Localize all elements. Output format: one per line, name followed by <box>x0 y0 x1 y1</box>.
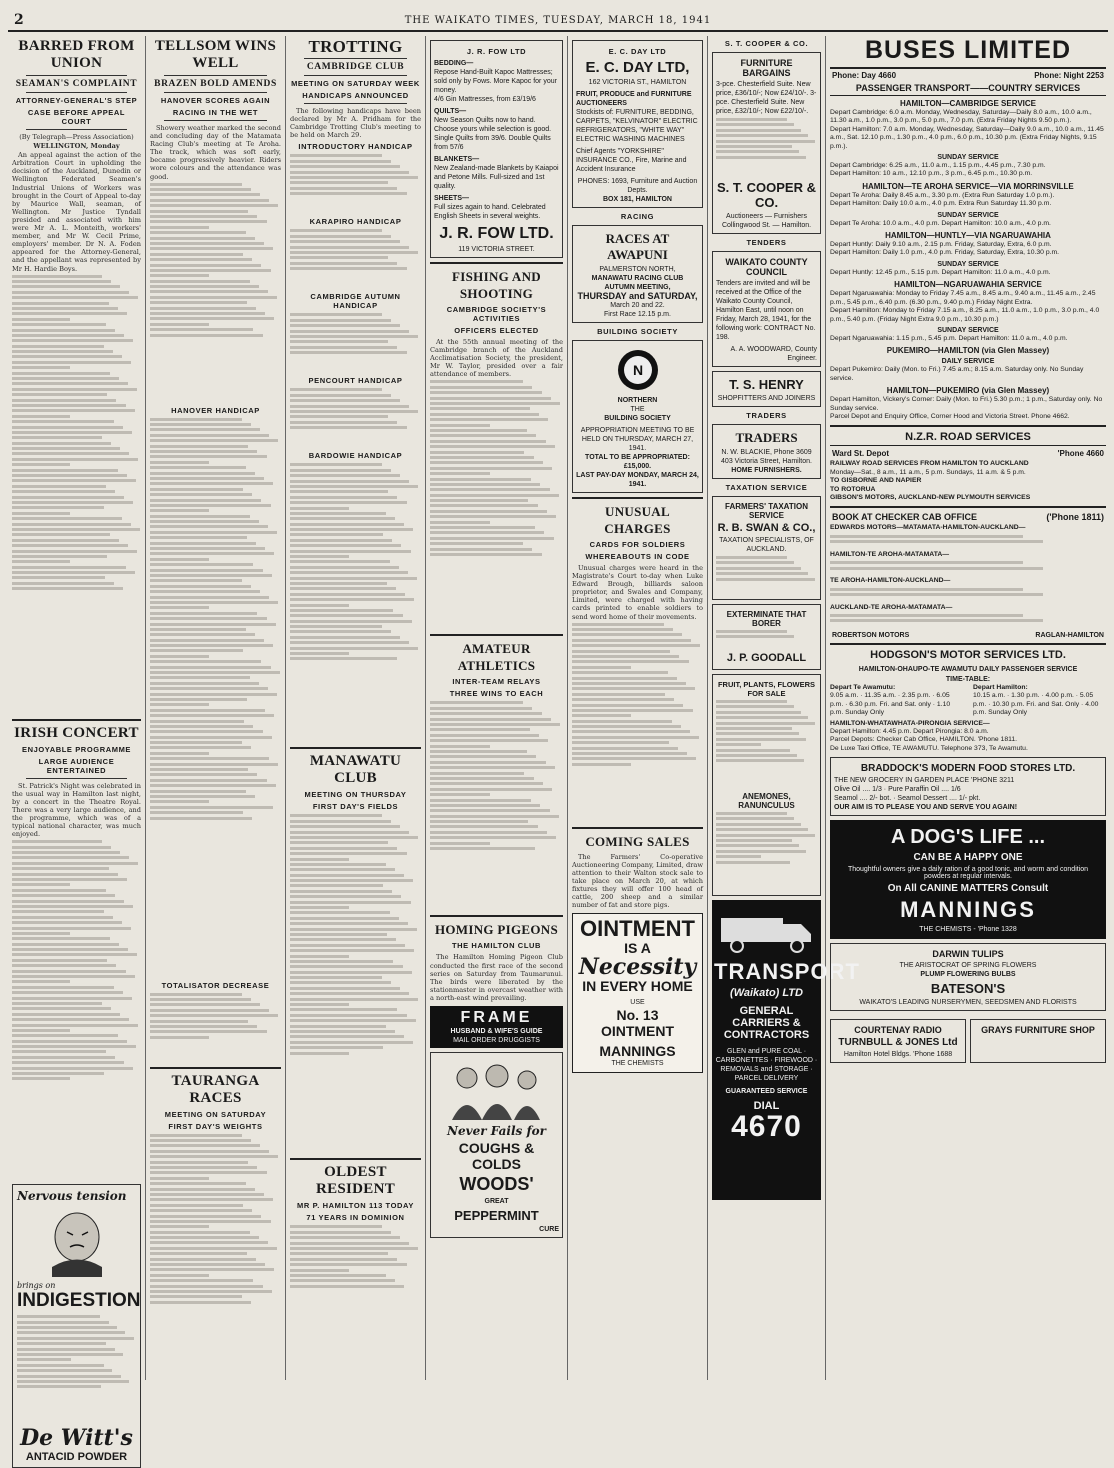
svg-text:N: N <box>632 362 643 378</box>
cooper-name: S. T. COOPER & CO. <box>717 180 816 210</box>
subhead-brazen-bold: BRAZEN BOLD AMENDS <box>154 79 277 89</box>
headline-unusual-charges: UNUSUAL CHARGES <box>604 504 671 536</box>
subhead-meeting-saturday: MEETING ON SATURDAY <box>164 1109 267 1119</box>
headline-irish-concert: IRISH CONCERT <box>14 724 139 741</box>
column-5 <box>568 36 708 1380</box>
subhead-large-audience: LARGE AUDIENCE ENTERTAINED <box>38 756 115 775</box>
truck-icon <box>717 908 817 953</box>
ad-brings-on: brings on <box>17 1281 56 1291</box>
racing-section-label: RACING <box>620 212 655 221</box>
woods-peppermint-ad: Never Fails for COUGHS & COLDS WOODS' GREAT PEPPERMINT CURE <box>430 1052 563 1238</box>
northern-logo-icon <box>616 348 660 392</box>
cooper-ad: FURNITURE BARGAINS 3-pce. Chesterfield Suite. New price, £36/10/-; Now £24/10/-. 3-pce. Chesterfield Suite. New price, £32/10/-; Now £22/10/-. S. T. COOPER & CO. Auctioneers — Furnishers Collingwood St. — Hamilton. <box>712 52 821 234</box>
fishing-body <box>430 380 563 630</box>
ad-indigestion: INDIGESTION <box>17 1290 141 1312</box>
headline-trotting: TROTTING <box>308 37 403 56</box>
page-number: 2 <box>14 12 25 28</box>
fow-header: J. R. FOW LTD <box>466 47 527 56</box>
family-illustration <box>437 1060 557 1120</box>
subhead-pencourt: PENCOURT HANDICAP <box>308 376 403 386</box>
blackie-ad: TRADERS N. W. BLACKIE, Phone 3609 403 Victoria Street, Hamilton. HOME FURNISHERS. <box>712 424 821 479</box>
awapuni-races-ad: RACES AT AWAPUNI PALMERSTON NORTH, MANAWATU RACING CLUB AUTUMN MEETING, THURSDAY and SATURDAY, March 20 and 22. First Race 12.15 p.m. <box>572 225 703 323</box>
subhead-case-before-court: CASE BEFORE APPEAL COURT <box>27 108 126 126</box>
subhead-bardowie: BARDOWIE HANDICAP <box>308 451 403 461</box>
column-3 <box>286 36 426 1380</box>
ec-day-ad: E. C. DAY LTD E. C. DAY LTD, 162 VICTORIA ST., HAMILTON FRUIT, PRODUCE and FURNITURE AUCTIONEERS Stockists of: FURNITURE, BEDDING, CARPETS, "KELVINATOR" ELECTRIC REFRIGERATORS, "WHITE WAY" ELECTRIC WASHING MACHINES Chief Agents "YORKSHIRE" INSURANCE CO., Fire, Marine and Accident Insurance PHONES: 1693, Furniture and Auction Depts. BOX 181, HAMILTON <box>572 40 703 208</box>
subhead-cards-soldiers: CARDS FOR SOLDIERS <box>589 540 686 549</box>
column-4 <box>426 36 568 1380</box>
headline-manawatu: MANAWATU CLUB <box>309 753 402 787</box>
column-2 <box>146 36 286 1380</box>
subhead-hamilton-113: MR P. HAMILTON 113 TODAY <box>297 1201 414 1211</box>
transport-ad: TRANSPORT (Waikato) LTD GENERAL CARRIERS & CONTRACTORS GLEN and PURE COAL · CARBONETTES · FIREWOOD · REMOVALS and STORAGE · PARCEL DELIVERY GUARANTEED SERVICE DIAL 4670 <box>712 900 821 1200</box>
headline-barred-from-union: BARRED FROM UNION <box>18 38 135 71</box>
subhead-cambridge-autumn: CAMBRIDGE AUTUMN HANDICAP <box>310 292 401 311</box>
plants-classifieds: FRUIT, PLANTS, FLOWERS FOR SALE ANEMONES, RANUNCULUS <box>712 674 821 896</box>
fow-sheets: SHEETS— <box>434 195 470 202</box>
manawatu-body <box>290 814 421 1154</box>
subhead-hamilton-club: THE HAMILTON CLUB <box>451 941 542 951</box>
subhead-three-wins: THREE WINS TO EACH <box>449 689 544 699</box>
subhead-totalisator: TOTALISATOR DECREASE <box>161 980 270 990</box>
racing-body <box>150 183 281 403</box>
ec-day-name: E. C. DAY LTD, <box>585 59 690 76</box>
headline-oldest-resident: OLDEST RESIDENT <box>315 1164 396 1198</box>
concert-text: St. Patrick's Night was celebrated in the usual way in Hamilton last night, by a concert in the Theatre Royal. There was a very large audience, and the programme, which was of a typical national character, was much enjoyed. <box>12 781 141 839</box>
subhead-hanover-handicap: HANOVER HANDICAP <box>171 405 260 415</box>
courtenay-radio-ad: COURTENAY RADIO TURNBULL & JONES Ltd Hamilton Hotel Bldgs. 'Phone 1688 <box>830 1019 966 1063</box>
charges-body <box>572 623 703 823</box>
column-6: S. T. COOPER & CO. FURNITURE BARGAINS 3-pce. Chesterfield Suite. New price, £36/10/-; Now £24/10/-. 3-pce. Chesterfield Suite. New price, £32/10/-; Now £22/10/-. S. T. COOPER & CO. Auctioneers — Furnishers Collingwood St. — Hamilton. TENDERS WAIKATO COUNTY COUNCIL Tenders are invited and will be received at the Office of the Waikato County Council, Hamilton East, until noon on Friday, March 28, 1941, for the following work: CONTRACT No. 198. A. A. WOODWARD, County Engineer. T. S. HENRY SHOPFITTERS AND JOINERS TRADERS TRADERS N. W. BLACKIE, Phone 3609 403 Victoria Street, Hamilton. HOME FURNISHERS. TAXATION SERVICE FARMERS' TAXATION SERVICE R. B. SWAN & CO., TAXATION SPECIALISTS, OF AUCKLAND. EXTERMINATE THAT BORER J. P. GOODALL FRUIT, PLANTS, FLOWERS FOR SALE ANEMONES, RANUNCULUS TRANSPORT (Waikato) LTD GENERAL CARRIERS & CONTRACTORS GLEN and PURE COAL · CARBONETTES · FIREWOOD · REMOVALS and STORAGE · PARCEL DELIVERY GUARANTEED SERVICE DIAL 4670 <box>708 36 826 1380</box>
article-body <box>12 275 141 715</box>
mannings-dog-ad: A DOG'S LIFE ... CAN BE A HAPPY ONE Thoughtful owners give a daily ration of a good tonic, and worm and condition powders at regular intervals. On All CANINE MATTERS Consult MANNINGS THE CHEMISTS - 'Phone 1328 <box>830 820 1106 939</box>
column-1 <box>8 36 146 1464</box>
subhead-seamans-complaint: SEAMAN'S COMPLAINT <box>15 79 138 89</box>
fow-ad: J. R. FOW LTD BEDDING— Repose Hand-Built Kapoc Mattresses; sold only by Fows. More Kapoc for your money. 4/6 Gin Mattresses, from £3/19/6 QUILTS— New Season Quilts now to hand. Choose yours while selection is good. Single Quilts from 39/6. Double Quilts from 57/6 BLANKETS— New Zealand-made Blankets by Kaiapoi and Petone Mills. Full-sized and 1st quality. SHEETS— Full sizes again to hand. Celebrated English Sheets in several weights. J. R. FOW LTD. 119 VICTORIA STREET. <box>430 40 563 258</box>
henry-ad: T. S. HENRY SHOPFITTERS AND JOINERS <box>712 371 821 407</box>
subhead-meeting-saturday-week: MEETING ON SATURDAY WEEK <box>291 79 420 88</box>
ad-nervous: Nervous tension <box>17 1189 127 1204</box>
masthead <box>8 10 1108 32</box>
borer-ad: EXTERMINATE THAT BORER J. P. GOODALL <box>712 604 821 670</box>
subhead-karapiro: KARAPIRO HANDICAP <box>309 217 402 227</box>
weights-body <box>150 1134 281 1374</box>
subhead-71-years: 71 YEARS IN DOMINION <box>306 1213 405 1223</box>
subhead-handicaps: HANDICAPS ANNOUNCED <box>302 91 409 100</box>
fow-address: 119 VICTORIA STREET. <box>458 246 535 253</box>
fow-blankets: BLANKETS— <box>434 156 480 163</box>
ointment-ad: OINTMENT IS A Necessity IN EVERY HOME USE No. 13 OINTMENT MANNINGS THE CHEMISTS <box>572 913 703 1073</box>
headline-homing-pigeons: HOMING PIGEONS <box>434 922 558 938</box>
subhead-meeting-thursday: MEETING ON THURSDAY <box>304 790 407 800</box>
totalisator-body <box>150 993 281 1063</box>
dewitts-ad <box>12 1184 141 1468</box>
charges-text: Unusual charges were heard in the Magistrate's Court to-day when Luke Edward Brough, billiards saloon proprietor, and Swales and Company, Limited, were charged with having cards printed to enable soldiers to send word home of their movements. <box>572 564 703 621</box>
subhead-inter-team: INTER-TEAM RELAYS <box>452 677 541 687</box>
pigeons-text: The Hamilton Homing Pigeon Club conducted the first race of the second series on Saturday from Taumarunui. The birds were liberated by the stationmaster in overcast weather with a north-east wind prevailing. <box>430 953 563 1002</box>
frame-ad: FRAME HUSBAND & WIFE'S GUIDE MAIL ORDER DRUGGISTS <box>430 1006 563 1048</box>
byline: (By Telegraph—Press Association) <box>19 133 134 141</box>
waikato-county-council-ad: WAIKATO COUNTY COUNCIL Tenders are invited and will be received at the Office of the Waikato County Council, Hamilton East, until noon on Friday, March 28, 1941, for the following work: CONTRACT No. 198. A. A. WOODWARD, County Engineer. <box>712 251 821 367</box>
stressed-man-illustration <box>22 1207 132 1277</box>
subhead-cambridge-club: CAMBRIDGE CLUB <box>306 62 405 72</box>
fow-quilts: QUILTS— <box>434 108 467 115</box>
headline-coming-sales: COMING SALES <box>585 833 690 849</box>
braddock-ad: BRADDOCK'S MODERN FOOD STORES LTD. THE NEW GROCERY IN GARDEN PLACE 'PHONE 3211 Olive Oil .... 1/3 · Pure Paraffin Oil .... 1/6 Seamol .... 2/- bot. · Seamol Dessert .... 1/- pkt. OUR AIM IS TO PLEASE YOU AND SERVE YOU AGAIN! <box>830 757 1106 816</box>
fow-name: J. R. FOW LTD. <box>439 225 554 242</box>
headline-amateur-athletics: AMATEUR ATHLETICS <box>457 641 536 674</box>
hodgson-title: HODGSON'S MOTOR SERVICES LTD. <box>870 649 1066 661</box>
northern-building-society-ad: N NORTHERN THE BUILDING SOCIETY APPROPRIATION MEETING TO BE HELD ON THURSDAY, MARCH 27, 1941. TOTAL TO BE APPROPRIATED: £15,000. LAST PAY-DAY MONDAY, MARCH 24, 1941. <box>572 340 703 493</box>
newspaper-title: THE WAIKATO TIMES, TUESDAY, MARCH 18, 1941 <box>404 15 712 26</box>
article-lead: An appeal against the action of the Arbitration Court in upholding the decision of the Auckland, Dunedin or Wellington Federated Seamen's Industrial Unions of Workers was brought in the Court of Appeal to-day by Maurice Wall, seaman, of Wellington. Mr Justice Tyndall presided and associated with him were Mr A. L. Monteith, workers' member, and Mr W. Cecil Prime, employers' member. Dr N. A. Foden appeared for the Attorney-General, and the appellant was represented by Mr H. Hardie Boys. <box>12 151 141 273</box>
athletics-body <box>430 701 563 911</box>
subhead-enjoyable: ENJOYABLE PROGRAMME <box>21 744 132 754</box>
concert-body <box>12 840 141 1180</box>
ad-body <box>17 1315 136 1425</box>
trotting-lead: The following handicaps have been declared by Mr A. Pridham for the Cambridge Trotting Club's meeting to be held on March 29. <box>290 107 421 140</box>
subhead-attorney-general: ATTORNEY-GENERAL'S STEP <box>15 96 138 105</box>
subhead-first-days-weights: FIRST DAY'S WEIGHTS <box>168 1121 263 1131</box>
headline-tauranga: TAURANGA RACES <box>171 1072 260 1106</box>
subhead-hanover: HANOVER SCORES AGAIN <box>160 96 271 105</box>
subhead-cambridge-society: CAMBRIDGE SOCIETY'S ACTIVITIES <box>446 305 547 323</box>
ad-dewitts-logo: De Witt's <box>20 1425 133 1452</box>
racing-lead: Showery weather marked the second and concluding day of the Matamata Racing Club's meeting at Te Aroha. The track, which was soft early, became progressively heavier. Riders wore colours and the attendance was good. <box>150 124 281 181</box>
subhead-whereabouts: WHEREABOUTS IN CODE <box>585 552 690 561</box>
dateline: WELLINGTON, Monday <box>33 142 120 151</box>
results-body <box>150 418 281 978</box>
buses-limited-title: BUSES LIMITED <box>830 36 1106 69</box>
headline-fishing: FISHING AND SHOOTING <box>452 269 541 301</box>
fow-bedding: BEDDING— <box>434 60 474 67</box>
subhead-introductory: INTRODUCTORY HANDICAP <box>298 142 413 152</box>
farmers-taxation-ad: FARMERS' TAXATION SERVICE R. B. SWAN & CO., TAXATION SPECIALISTS, OF AUCKLAND. <box>712 496 821 600</box>
fishing-lead: At the 55th annual meeting of the Cambridge branch of the Auckland Acclimatisation Society, the president, Mr W. Taylor, presided over a fair attendance of members. <box>430 338 563 379</box>
sales-text: The Farmers' Co-operative Auctioneering Company, Limited, draw attention to their Walton stock sale to take place on March 20, at which fixtures they will offer 100 head of cattle, 200 sheep and a similar number of fat and store pigs. <box>572 852 703 910</box>
ad-antacid: ANTACID POWDER <box>25 1451 128 1464</box>
subhead-first-days-fields: FIRST DAY'S FIELDS <box>312 802 399 812</box>
oldest-body <box>290 1225 421 1315</box>
subhead-racing-wet: RACING IN THE WET <box>172 108 259 117</box>
column-7: BUSES LIMITED Phone: Day 4660 Phone: Night 2253 PASSENGER TRANSPORT——COUNTRY SERVICES HAMILTON—CAMBRIDGE SERVICE Depart Cambridge: 6.0 a.m. Monday, Wednesday, Saturday—Daily 8.0 a.m., 10.0 a.m., 11.30 a.m., 1.0 p.m., 3.0 p.m., 5.0 p.m., 7.0 p.m. (Extra Friday Nights 9.50 p.m.). Depart Hamilton: 7.0 a.m. Monday, Wednesday, Saturday—Daily 9.0 a.m., 10.0 a.m., 11.45 a.m., Sat. 12.10 p.m., 1.30 p.m., 4.0 p.m., 6.0 p.m., 10.30 p.m. (Extra Friday Nights, 9.15 p.m.). SUNDAY SERVICE Depart Cambridge: 6.25 a.m., 11.0 a.m., 1.15 p.m., 4.45 p.m., 7.30 p.m. Depart Hamilton: 10 a.m., 12.10 p.m., 3 p.m., 6.45 p.m., 10.30 p.m. HAMILTON—TE AROHA SERVICE—VIA MORRINSVILLE Depart Te Aroha: Daily 8.45 a.m., 3.30 p.m. (Extra Run Saturday 1.0 p.m.). Depart Hamilton: Daily 10.0 a.m., 4.0 p.m. Extra Run Saturday 11.30 p.m. SUNDAY SERVICE Depart Te Aroha: 10.0 a.m., 4.0 p.m. Depart Hamilton: 10.0 a.m., 4.0 p.m. HAMILTON—HUNTLY—VIA NGARUAWAHIA Depart Huntly: Daily 9.10 a.m., 2.15 p.m. Friday, Saturday, Extra, 6.0 p.m. Depart Hamilton: Daily 1.0 p.m., 4.0 p.m. Friday, Saturday, Extra, 10.30 p.m. SUNDAY SERVICE Depart Huntly: 12.45 p.m., 5.15 p.m. Depart Hamilton: 11.0 a.m., 4.0 p.m. HAMILTON—NGARUAWAHIA SERVICE Depart Ngaruawahia: Monday to Friday 7.45 a.m., 8.45 a.m., 9.40 a.m., 11.45 a.m., 2.45 p.m., 5.45 p.m., 6.40 p.m. (6.30 p.m., 9.40 p.m.) Friday Night Extra. Depart Hamilton: Monday to Friday 7.15 a.m., 8.25 a.m., 11.0 a.m., 1.0 p.m., 3.0 p.m., 4.0 p.m., 5.40 p.m. (Friday Night Extra 9.0 p.m., 10.30 p.m.) SUNDAY SERVICE Depart Ngaruawahia: 1.15 p.m., 5.45 p.m. Depart Hamilton: 11.0 a.m., 4.0 p.m. PUKEMIRO—HAMILTON (via Glen Massey) DAILY SERVICE Depart Pukemiro: Daily (Mon. to Fri.) 7.45 a.m.; 8.15 a.m. Saturday only. No Sunday service. HAMILTON—PUKEMIRO (via Glen Massey) Depart Hamilton, Vickery's Corner: Daily (Mon. to Fri.) 5.30 p.m.; 1 p.m., Saturday only. No Sunday service. Parcel Depot and Enquiry Office, Corner Hood and Victoria Street. Phone 4662. N.Z.R. ROAD SERVICES Ward St. Depot 'Phone 4660 RAILWAY ROAD SERVICES FROM HAMILTON TO AUCKLAND Monday—Sat., 8 a.m., 11 a.m., 5 p.m. Sundays, 11 a.m. & 5 p.m. TO GISBORNE AND NAPIER TO ROTORUA GIBSON'S MOTORS, AUCKLAND-NEW PLYMOUTH SERVICES BOOK AT CHECKER CAB OFFICE ('Phone 1811) EDWARDS MOTORS—MATAMATA-HAMILTON-AUCKLAND— HAMILTON-TE AROHA-MATAMATA— TE AROHA-HAMILTON-AUCKLAND— AUCKLAND-TE AROHA-MATAMATA— ROBERTSON MOTORS RAGLAN-HAMILTON HODGSON'S MOTOR SERVICES LTD. HAMILTON-OHAUPO-TE AWAMUTU DAILY PASSENGER SERVICE TIME-TABLE: Depart Te Awamutu: 9.05 a.m. · 11.35 a.m. · 2.35 p.m. · 6.05 p.m. · 6.30 p.m. Fri. and Sat. only · 1.10 p.m. Sunday Only Depart Hamilton: 10.15 a.m. · 1.30 p.m. · 4.00 p.m. · 5.05 p.m. · 10.30 p.m. Fri. and Sat. Only · 4.00 p.m. Sunday Only HAMILTON-WHATAWHATA-PIRONGIA SERVICE— Depart Hamilton: 4.45 p.m. Depart Pirongia: 8.0 a.m. Parcel Depots: Checker Cab Office, HAMILTON. 'Phone 1811. De Luxe Taxi Office, TE AWAMUTU. Telephone 373, Te Awamutu. BRADDOCK'S MODERN FOOD STORES LTD. THE NEW GROCERY IN GARDEN PLACE 'PHONE 3211 Olive Oil .... 1/3 · Pure Paraffin Oil .... 1/6 Seamol .... 2/- bot. · Seamol Dessert .... 1/- pkt. OUR AIM IS TO PLEASE YOU AND SERVE YOU AGAIN! A DOG'S LIFE ... CAN BE A HAPPY ONE Thoughtful owners give a daily ration of a good tonic, and worm and condition powders at regular intervals. On All CANINE MATTERS Consult MANNINGS THE CHEMISTS - 'Phone 1328 DARWIN TULIPS THE ARISTOCRAT OF SPRING FLOWERS PLUMP FLOWERING BULBS BATESON'S WAIKATO'S LEADING NURSERYMEN, SEEDSMEN AND FLORISTS COURTENAY RADIO TURNBULL & JONES Ltd Hamilton Hotel Bldgs. 'Phone 1688 GRAYS FURNITURE SHOP <box>826 36 1110 1380</box>
subhead-officers: OFFICERS ELECTED <box>454 326 539 335</box>
batesons-tulips-ad: DARWIN TULIPS THE ARISTOCRAT OF SPRING FLOWERS PLUMP FLOWERING BULBS BATESON'S WAIKATO'S LEADING NURSERYMEN, SEEDSMEN AND FLORISTS <box>830 943 1106 1011</box>
building-section-label: BUILDING SOCIETY <box>597 327 678 336</box>
headline-tellsom: TELLSOM WINS WELL <box>154 38 277 71</box>
grays-furniture-ad: GRAYS FURNITURE SHOP <box>970 1019 1106 1063</box>
